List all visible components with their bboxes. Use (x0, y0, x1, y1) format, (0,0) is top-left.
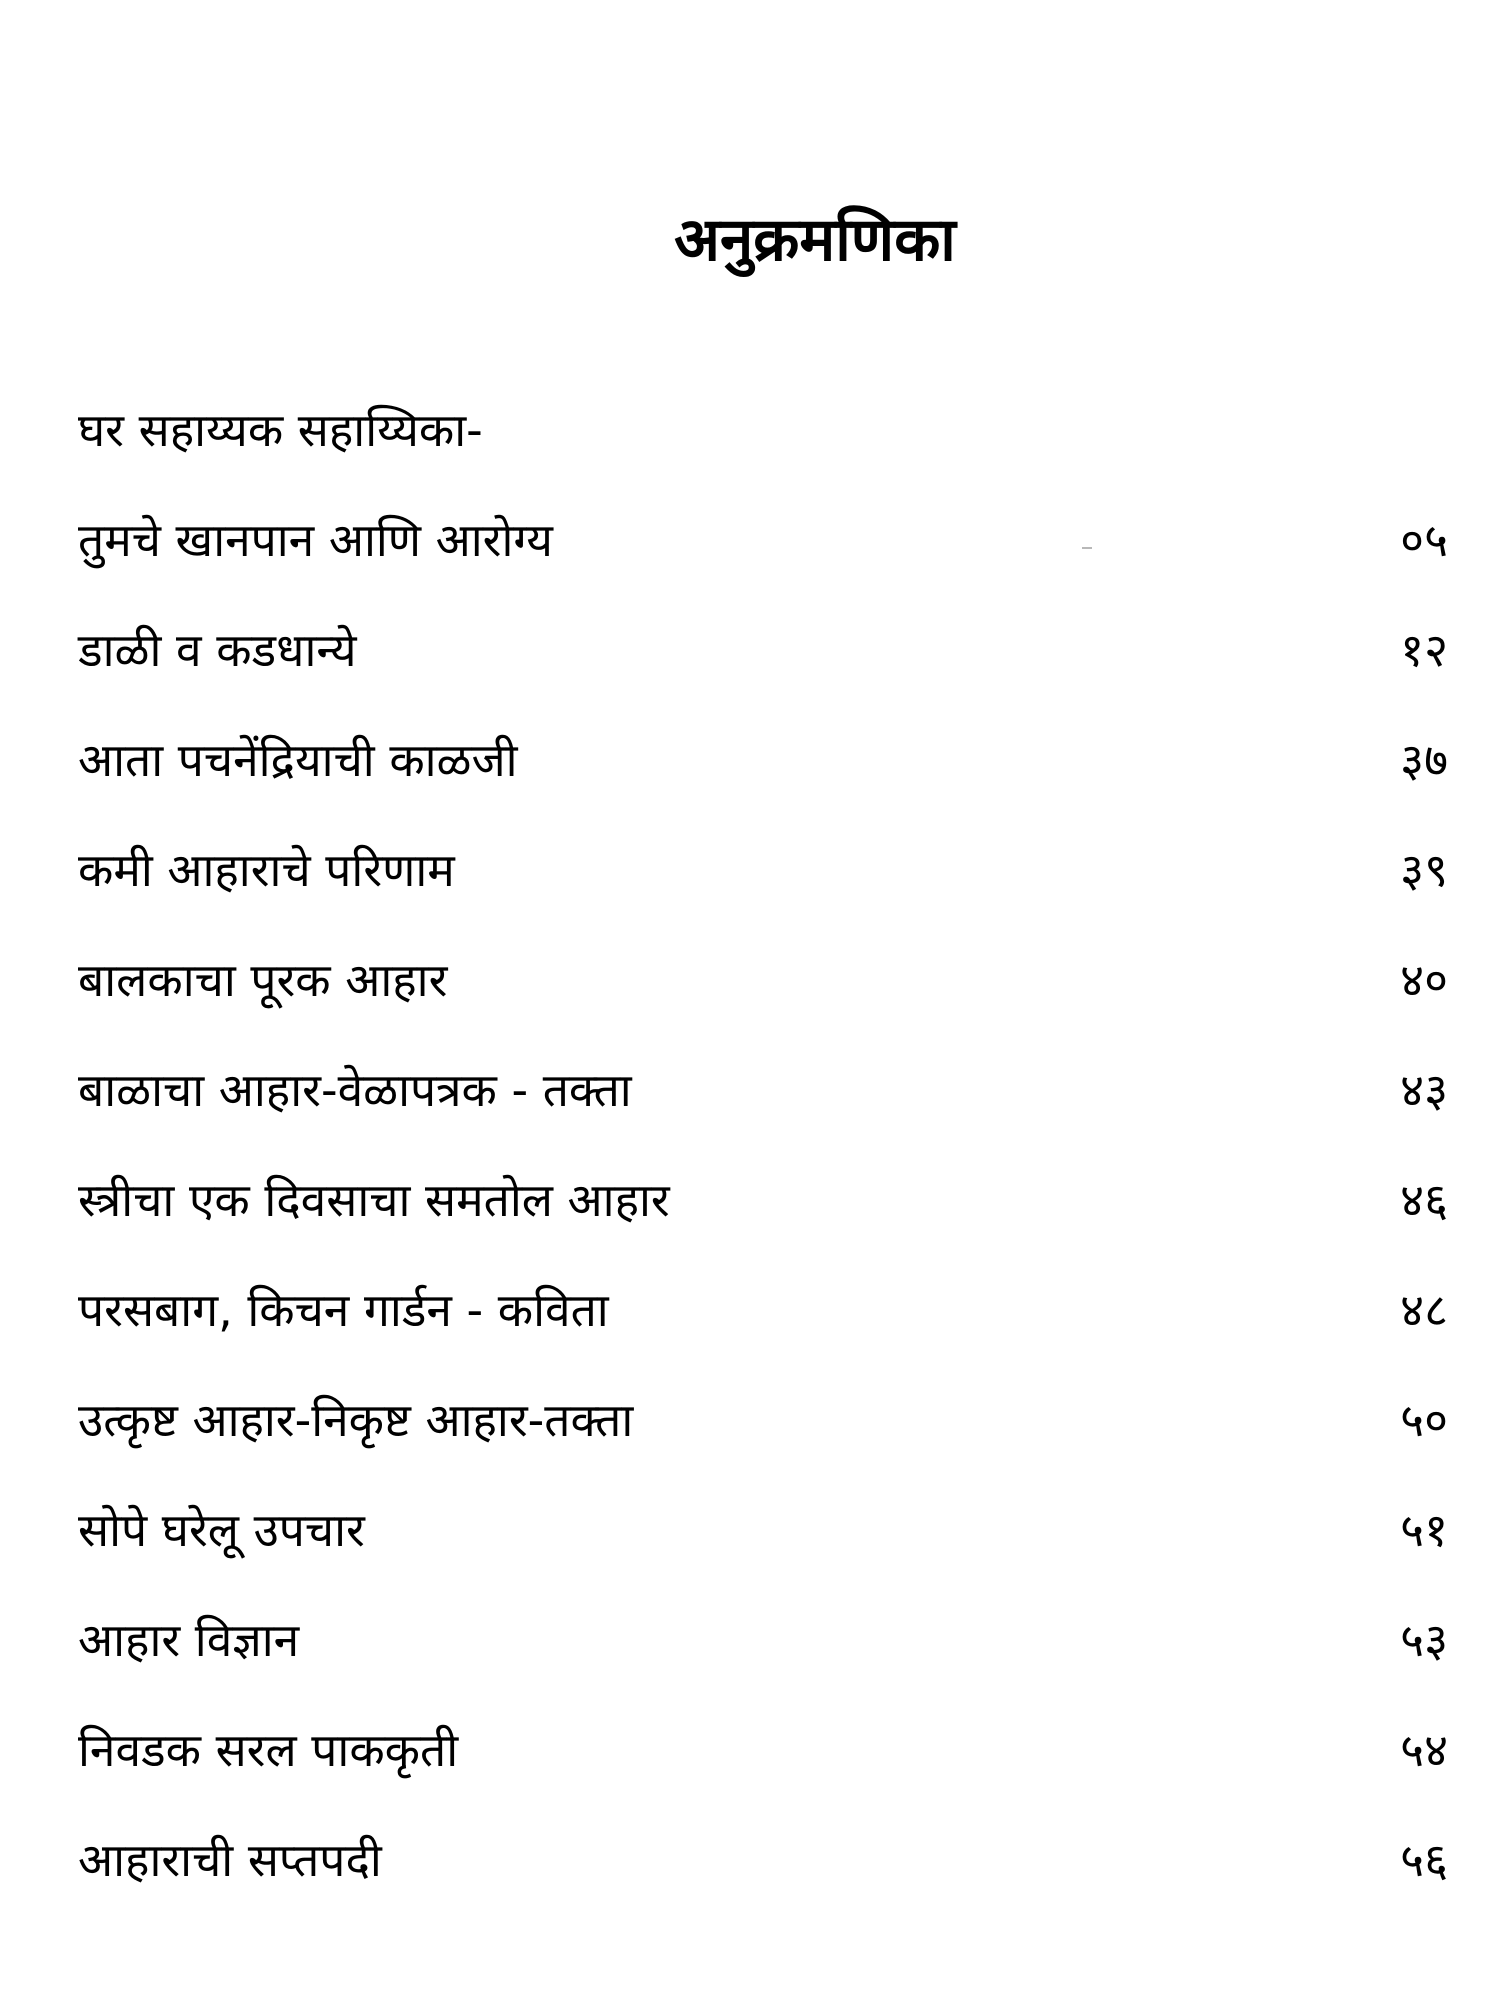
toc-entry-page: ५६ (1400, 1833, 1448, 1887)
toc-section-heading: घर सहाय्यक सहाय्यिका- (78, 403, 483, 457)
toc-entry-title: निवडक सरल पाककृती (78, 1723, 459, 1777)
toc-entry-page: ५१ (1400, 1503, 1448, 1557)
toc-entry-title: परसबाग, किचन गार्डन - कविता (78, 1283, 609, 1337)
toc-entry-title: आहाराची सप्तपदी (78, 1833, 382, 1887)
toc-entry (78, 720, 1448, 830)
toc-entry (78, 1270, 1448, 1380)
toc-entry-title: सोपे घरेलू उपचार (78, 1503, 365, 1557)
toc-entry (78, 1490, 1448, 1600)
toc-entry-title: आता पचनेंद्रियाची काळजी (78, 733, 518, 787)
toc-entry-page: ०५ (1400, 513, 1448, 567)
page-title: अनुक्रमणिका (674, 205, 956, 275)
toc-entry (78, 1710, 1448, 1820)
toc-entry-page: ३९ (1400, 843, 1448, 897)
toc-entry (78, 610, 1448, 720)
toc-entry (78, 500, 1448, 610)
toc-entry-page: १२ (1400, 623, 1448, 677)
toc-entry-page: ५० (1400, 1393, 1448, 1447)
toc-entry-page: ५३ (1400, 1613, 1448, 1667)
toc-entry (78, 1820, 1448, 1930)
toc-entry (78, 1380, 1448, 1490)
toc-entry-page: ४६ (1400, 1173, 1448, 1227)
toc-entry-title: कमी आहाराचे परिणाम (78, 843, 455, 897)
toc-entry (78, 1600, 1448, 1710)
toc-entry (78, 830, 1448, 940)
toc-entry-page: ४० (1400, 953, 1448, 1007)
toc-entry-title: डाळी व कडधान्ये (78, 623, 357, 677)
toc-entry (78, 1160, 1448, 1270)
toc-entry-title: तुमचे खानपान आणि आरोग्य (78, 513, 553, 567)
toc-entry-title: उत्कृष्ट आहार-निकृष्ट आहार-तक्ता (78, 1393, 634, 1447)
toc-entry-page: ३७ (1400, 733, 1448, 787)
toc-entry-title: आहार विज्ञान (78, 1613, 300, 1667)
toc-entry-title: स्त्रीचा एक दिवसाचा समतोल आहार (78, 1173, 670, 1227)
toc-entry-page: ४८ (1400, 1283, 1448, 1337)
toc-entry-page: ४३ (1400, 1063, 1448, 1117)
toc-entry-title: बाळाचा आहार-वेळापत्रक - तक्ता (78, 1063, 632, 1117)
toc-entry-title: बालकाचा पूरक आहार (78, 953, 448, 1007)
toc-entry (78, 940, 1448, 1050)
table-of-contents (78, 390, 1448, 1930)
toc-entry-page: ५४ (1400, 1723, 1448, 1777)
toc-entry (78, 1050, 1448, 1160)
